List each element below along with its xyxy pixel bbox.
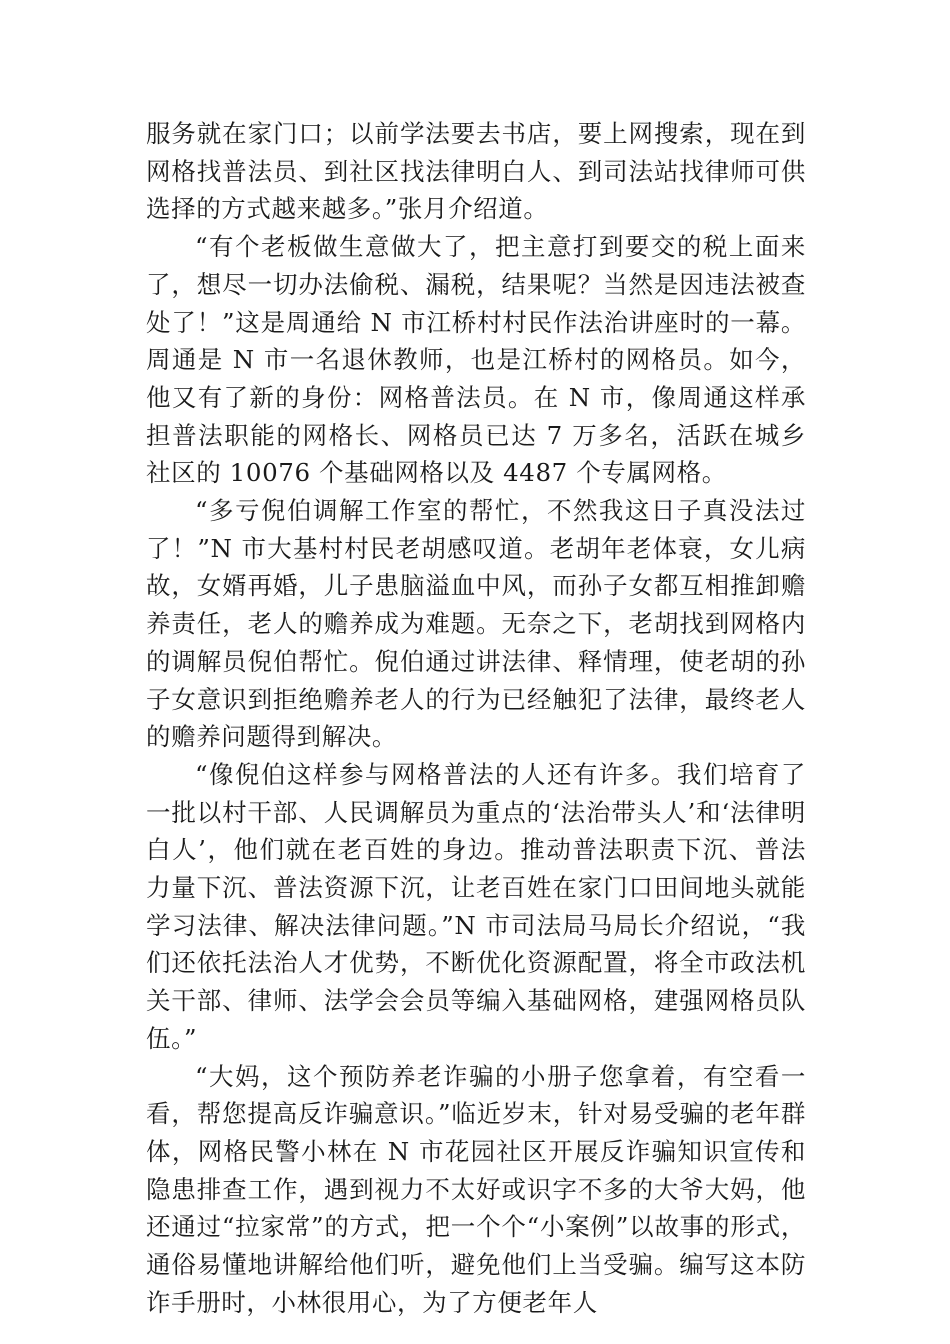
paragraph-tax-lecture: “有个老板做生意做大了，把主意打到要交的税上面来了，想尽一切办法偷税、漏税，结果呢？当然是因违法被查处了！”这是周通给 N 市江桥村村民作法治讲座时的一幕。周通是 N 市一名退休教师，也是江桥村的网格员。如今，他又有了新的身份：网格普法员。在 N 市，像周通这样承担普法职能的网格长、网格员已达 7 万多名，活跃在城乡社区的 10076 个基础网格以及 4487 个专属网格。 <box>146 232 806 488</box>
paragraph-continuation: 服务就在家门口；以前学法要去书店，要上网搜索，现在到网格找普法员、到社区找法律明白人、到司法站找律师可供选择的方式越来越多。”张月介绍道。 <box>146 119 806 224</box>
paragraph-anti-fraud: “大妈，这个预防养老诈骗的小册子您拿着，有空看一看，帮您提高反诈骗意识。”临近岁末，针对易受骗的老年群体，网格民警小林在 N 市花园社区开展反诈骗知识宣传和隐患排查工作，遇到视力不太好或识字不多的大爷大妈，他还通过“拉家常”的方式，把一个个“小案例”以故事的形式，通俗易懂地讲解给他们听，避免他们上当受骗。编写这本防诈手册时，小林很用心，为了方便老年人 <box>146 1061 806 1317</box>
document-body <box>146 115 806 1322</box>
paragraph-mediation: “多亏倪伯调解工作室的帮忙，不然我这日子真没法过了！”N 市大基村村民老胡感叹道。老胡年老体衰，女儿病故，女婿再婚，儿子患脑溢血中风，而孙子女都互相推卸赡养责任，老人的赡养成为难题。无奈之下，老胡找到网格内的调解员倪伯帮忙。倪伯通过讲法律、释情理，使老胡的孙子女意识到拒绝赡养老人的行为已经触犯了法律，最终老人的赡养问题得到解决。 <box>146 496 806 752</box>
paragraph-grid-law-promotion: “像倪伯这样参与网格普法的人还有许多。我们培育了一批以村干部、人民调解员为重点的‘法治带头人’和‘法律明白人’，他们就在老百姓的身边。推动普法职责下沉、普法力量下沉、普法资源下沉，让老百姓在家门口田间地头就能学习法律、解决法律问题。”N 市司法局马局长介绍说，“我们还依托法治人才优势，不断优化资源配置，将全市政法机关干部、律师、法学会会员等编入基础网格，建强网格员队伍。” <box>146 759 806 1053</box>
